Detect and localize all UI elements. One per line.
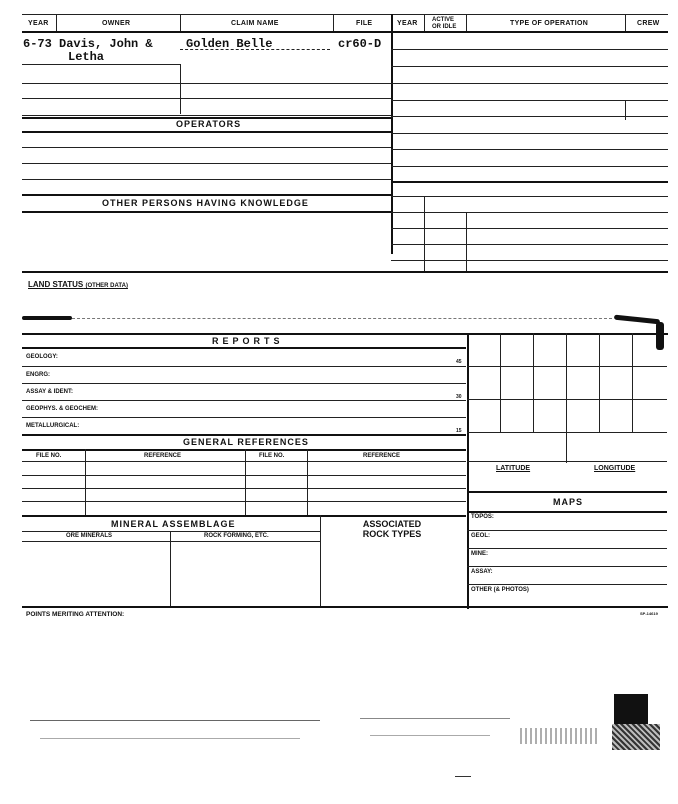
ink-smudge-left (22, 316, 72, 320)
other-persons-title: OTHER PERSONS HAVING KNOWLEDGE (102, 198, 309, 208)
form-number: SP-14619 (640, 611, 658, 616)
maps-row: GEOL: (471, 533, 490, 539)
maps-row: MINE: (471, 551, 488, 557)
general-references-title: GENERAL REFERENCES (183, 437, 309, 447)
ore-minerals-header: ORE MINERALS (66, 533, 113, 539)
ref-header-file-no-1: FILE NO. (36, 453, 62, 459)
rock-forming-header: ROCK FORMING, ETC. (204, 533, 269, 539)
mineral-assemblage-title: MINERAL ASSEMBLAGE (111, 519, 236, 529)
header-year-2: YEAR (397, 20, 418, 27)
longitude-label: LONGITUDE (594, 465, 636, 472)
reports-title: REPORTS (212, 336, 284, 346)
ref-header-file-no-2: FILE NO. (259, 453, 285, 459)
maps-title: MAPS (553, 497, 584, 507)
maps-row: OTHER (& PHOTOS) (471, 587, 529, 593)
header-file: FILE (356, 20, 373, 27)
header-active: ACTIVE (432, 17, 455, 23)
header-claim-name: CLAIM NAME (231, 20, 279, 27)
points-meriting-label: POINTS MERITING ATTENTION: (26, 611, 125, 618)
header-crew: CREW (637, 20, 660, 27)
scan-black-block (614, 694, 648, 724)
entry-claim-name: Golden Belle (186, 37, 273, 51)
scan-speckle-block (612, 724, 660, 750)
ink-smudge-right (614, 315, 660, 325)
ink-smudge-right-tail (656, 322, 664, 350)
entry-year-owner: 6-73 Davis, John & (23, 37, 153, 51)
maps-row: TOPOS: (471, 514, 494, 520)
header-year: YEAR (28, 20, 49, 27)
entry-owner-line-2: Letha (68, 50, 105, 64)
associated-rock-types-title: ASSOCIATED ROCK TYPES (362, 519, 422, 539)
header-or-idle: OR IDLE (432, 24, 457, 30)
latitude-label: LATITUDE (496, 465, 531, 472)
header-owner: OWNER (102, 20, 131, 27)
land-status-title: LAND STATUS (OTHER DATA) (28, 280, 128, 289)
ref-header-reference-2: REFERENCE (363, 453, 401, 459)
header-type-of-operation: TYPE OF OPERATION (510, 20, 589, 27)
entry-file: cr60-D (338, 37, 382, 51)
operators-title: OPERATORS (176, 119, 242, 129)
ref-header-reference-1: REFERENCE (144, 453, 182, 459)
maps-row: ASSAY: (471, 569, 493, 575)
